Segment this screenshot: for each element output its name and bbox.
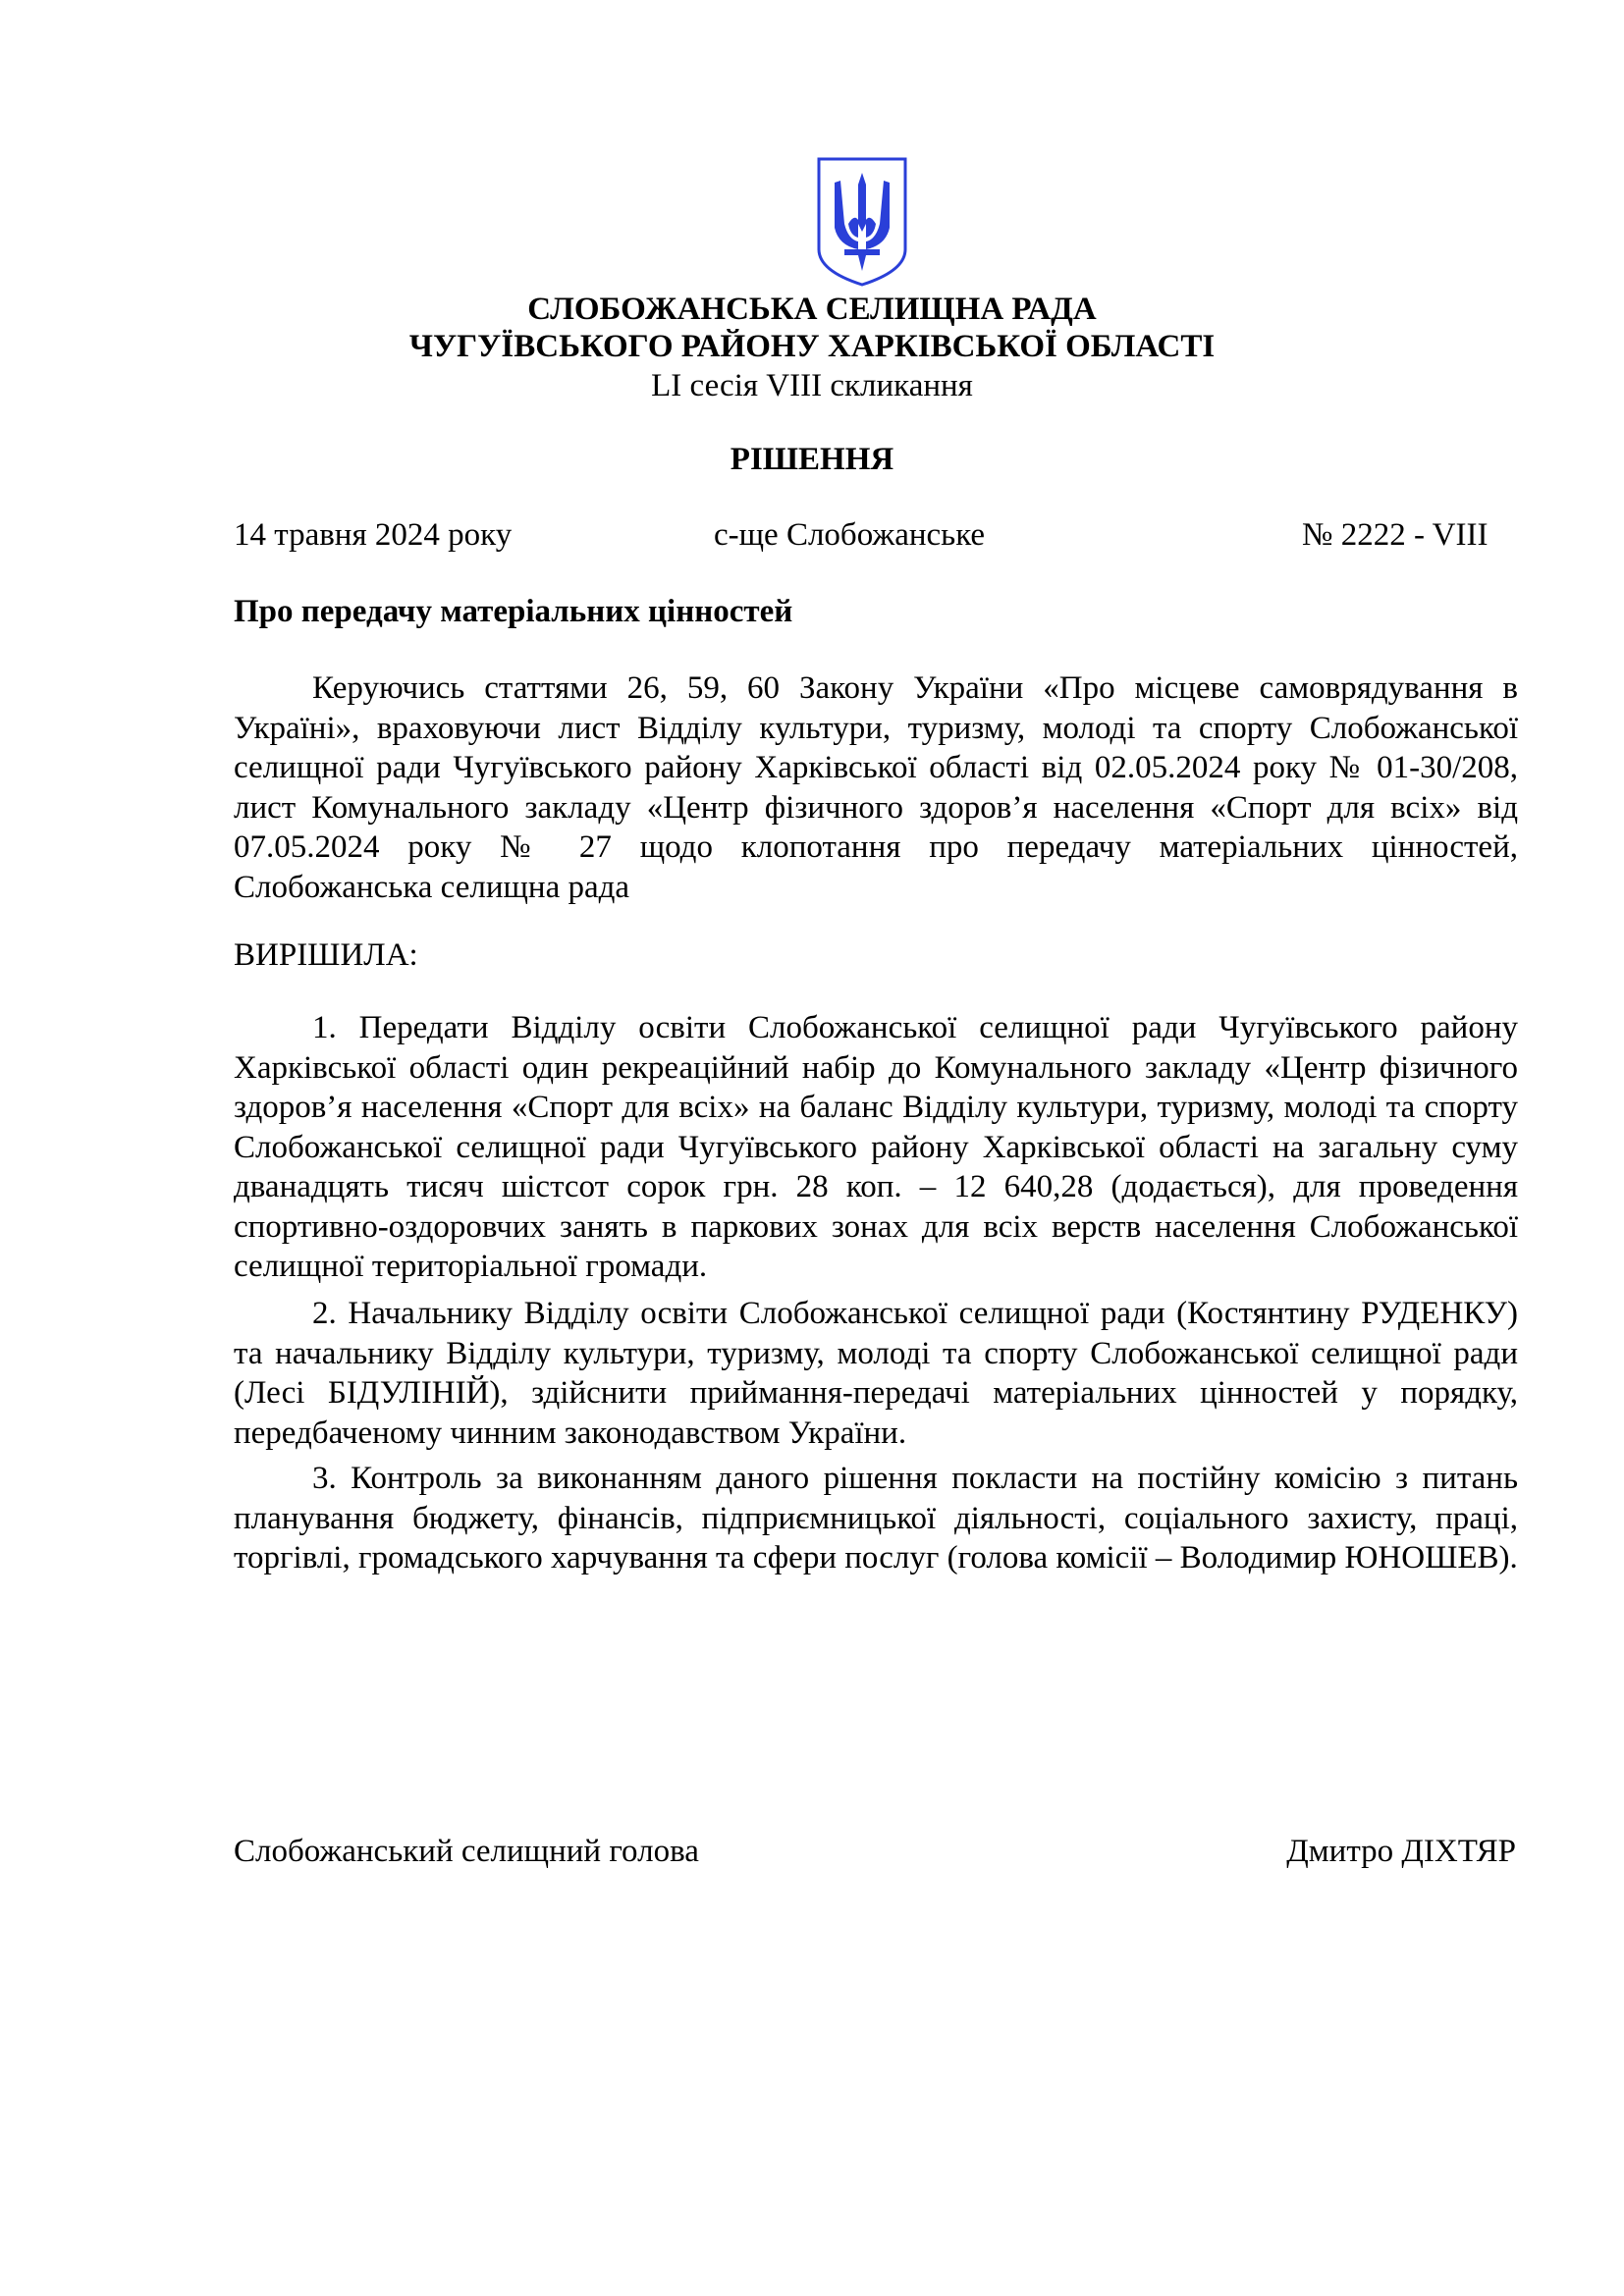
document-type: РІШЕННЯ [730,442,894,477]
resolution-item-3: 3. Контроль за виконанням даного рішення покласти на постійну комісію з питань планування бюджету, фінансів, підприємницької діяльності, соціального захисту, праці, торгівлі, громадського харчування та сфери послуг (голова комісії – Володимир ЮНОШЕВ). [234,1461,1518,1575]
session-line: LI сесія VIII скликання [651,368,973,403]
resolution-item-1: 1. Передати Відділу освіти Слобожанської селищної ради Чугуївського району Харківської області один рекреаційний набір до Комунального закладу «Центр фізичного здоров’я населення «Спорт для всіх» на баланс Відділу культури, туризму, молоді та спорту Слобожанської селищної ради Чугуївського району Харківської області на загальну суму дванадцять тисяч шістсот сорок грн. 28 коп. – 12 640,28 (додається), для проведення спортивно-оздоровчих занять в паркових зонах для всіх верств населення Слобожанської селищної територіальної громади. [234,1010,1518,1284]
preamble-paragraph: Керуючись статтями 26, 59, 60 Закону України «Про місцеве самоврядування в Україні», враховуючи лист Відділу культури, туризму, молоді та спорту Слобожанської селищної ради Чугуївського району Харківської області від 02.05.2024 року № 01-30/208, лист Комунального закладу «Центр фізичного здоров’я населення «Спорт для всіх» від 07.05.2024 року № 27 щодо клопотання про передачу матеріальних цінностей, Слобожанська селищна рада [234,670,1518,905]
decision-number: № 2222 - VIII [1302,517,1489,553]
resolution-item-2: 2. Начальнику Відділу освіти Слобожанської селищної ради (Костянтину РУДЕНКУ) та начальнику Відділу культури, туризму, молоді та спорту Слобожанської селищної ради (Лесі БІДУЛІНІЙ), здійснити приймання-передачі матеріальних цінностей у порядку, передбаченому чинним законодавством України. [234,1296,1518,1451]
decision-subject: Про передачу матеріальних цінностей [234,594,793,629]
council-name-line2: ЧУГУЇВСЬКОГО РАЙОНУ ХАРКІВСЬКОЇ ОБЛАСТІ [408,329,1216,364]
decision-place: с-ще Слобожанське [714,517,986,553]
trident-coat-of-arms-icon [815,155,909,289]
resolved-label: ВИРІШИЛА: [234,937,418,973]
council-name-line1: СЛОБОЖАНСЬКА СЕЛИЩНА РАДА [527,292,1097,327]
signature-name: Дмитро ДІХТЯР [1286,1834,1516,1869]
signature-position: Слобожанський селищний голова [234,1834,699,1869]
decision-date: 14 травня 2024 року [234,517,513,553]
